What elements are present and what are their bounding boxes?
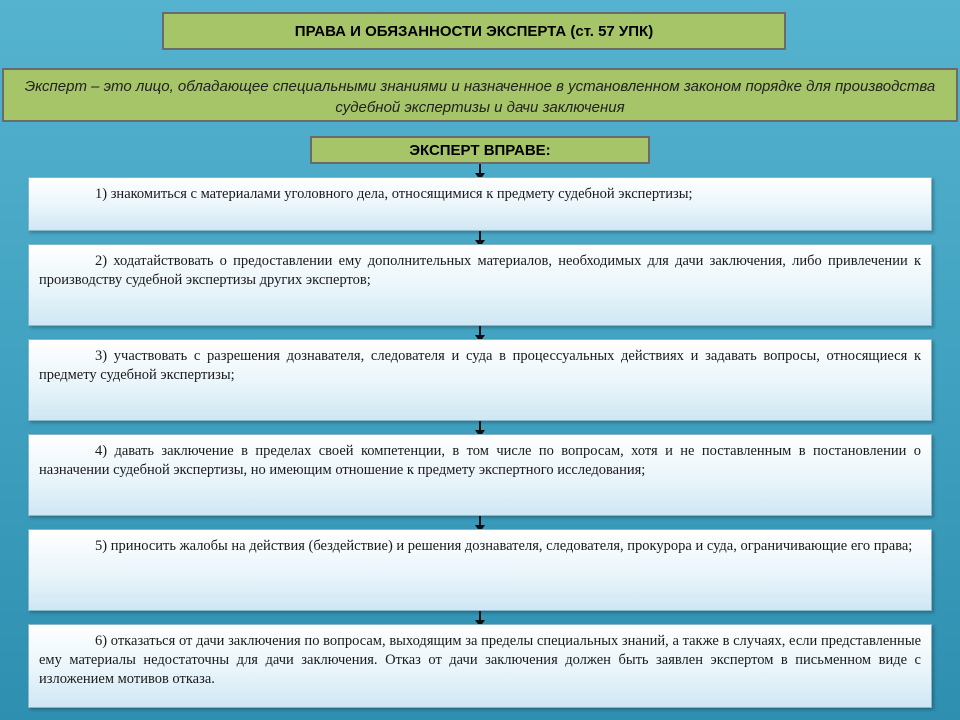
arrow-down-icon bbox=[479, 611, 481, 621]
right-item-5-text: 5) приносить жалобы на действия (бездействие) и решения дознавателя, следователя, прокурора и суда, ограничивающие его права; bbox=[95, 538, 913, 554]
right-item-6-text: 6) отказаться от дачи заключения по вопросам, выходящим за пределы специальных знаний, а также в случаях, если представленные ему материалы недостаточны для дачи заключения. Отказ от дачи заключения должен быть заявлен экспертом в письменном виде с изложением мотивов отказа. bbox=[39, 633, 921, 687]
right-item-4-text: 4) давать заключение в пределах своей компетенции, в том числе по вопросам, хотя и не поставленным в постановлении о назначении судебной экспертизы, но имеющим отношение к предмету экспертного исследования; bbox=[39, 443, 921, 478]
arrow-down-icon bbox=[479, 231, 481, 241]
right-item-2-text: 2) ходатайствовать о предоставлении ему дополнительных материалов, необходимых для дачи заключения, либо привлечении к производству судебной экспертизы других экспертов; bbox=[39, 253, 921, 288]
section-header bbox=[310, 136, 650, 164]
page-title bbox=[162, 12, 786, 50]
arrow-down-icon bbox=[479, 164, 481, 174]
expert-definition-text: Эксперт – это лицо, обладающее специальными знаниями и назначенное в установленном законом порядке для производства судебной экспертизы и дачи заключения bbox=[24, 78, 936, 116]
arrow-down-icon bbox=[479, 516, 481, 526]
section-header-text: ЭКСПЕРТ ВПРАВЕ: bbox=[409, 141, 551, 159]
right-item-4 bbox=[28, 434, 932, 516]
arrow-down-icon bbox=[479, 326, 481, 336]
right-item-5 bbox=[28, 529, 932, 611]
expert-definition bbox=[2, 68, 958, 122]
right-item-1-text: 1) знакомиться с материалами уголовного дела, относящимися к предмету судебной экспертизы; bbox=[95, 186, 693, 202]
right-item-6 bbox=[28, 624, 932, 708]
right-item-1 bbox=[28, 177, 932, 231]
right-item-3-text: 3) участвовать с разрешения дознавателя, следователя и суда в процессуальных действиях и задавать вопросы, относящиеся к предмету судебной экспертизы; bbox=[39, 348, 921, 383]
right-item-3 bbox=[28, 339, 932, 421]
arrow-down-icon bbox=[479, 421, 481, 431]
right-item-2 bbox=[28, 244, 932, 326]
page-title-text: ПРАВА И ОБЯЗАННОСТИ ЭКСПЕРТА (ст. 57 УПК) bbox=[294, 22, 654, 40]
